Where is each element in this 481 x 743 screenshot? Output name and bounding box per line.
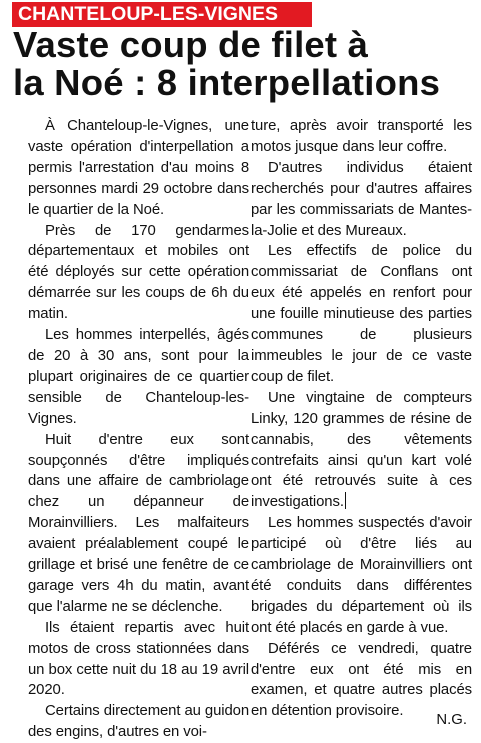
paragraph-text: Une vingtaine de compteurs Linky, 120 grammes de résine de cannabis, des vêtements contrefaits ainsi qu'un kart volé ont été retrouvés suite à ces investigations. — [251, 389, 472, 511]
author-signature: N.G. — [436, 712, 467, 728]
paragraph — [251, 388, 472, 513]
article-column-right — [251, 116, 472, 722]
paragraph: Les effectifs de police du commissariat de Conflans ont eux été appelés en renfort pour une fouille minutieuse des parties communes de plusieurs immeubles le jour de ce vaste coup de filet. — [251, 243, 472, 385]
paragraph: Huit d'entre eux sont soupçonnés d'être impliqués dans une affaire de cambriolage chez un dépanneur de Morainvilliers. Les malfaiteurs avaient préalablement coupé le grillage et brisé une fenêtre de ce garage vers 4h du matin, avant que l'alarme ne se déclenche. — [28, 431, 249, 615]
article-column-left — [28, 116, 249, 743]
text-cursor — [345, 492, 346, 509]
paragraph: Ils étaient repartis avec huit motos de cross stationnées dans un box cette nuit du 18 au 19 avril 2020. — [28, 619, 249, 699]
article-headline — [13, 26, 475, 101]
paragraph: Les hommes interpellés, âgés de 20 à 30 ans, sont pour la plupart originaires de ce quartier sensible de Chanteloup-les-Vignes. — [28, 327, 249, 427]
paragraph: Certains directement au guidon des engins, d'autres en voi- — [28, 703, 249, 741]
paragraph: D'autres individus étaient recherchés pour d'autres affaires par les commissariats de Mantes-la-Jolie et des Mureaux. — [251, 159, 472, 239]
headline-line-2: la Noé : 8 interpellations — [13, 61, 441, 103]
paragraph: Près de 170 gendarmes départementaux et mobiles ont été déployés sur cette opération démarrée sur les coups de 6h du matin. — [28, 222, 249, 323]
paragraph: Les hommes suspectés d'avoir participé où d'être liés au cambriolage de Morainvilliers ont été conduits dans différentes brigades du département où ils ont été placés en garde à vue. — [251, 515, 472, 636]
paragraph: À Chanteloup-le-Vignes, une vaste opération d'interpellation a permis l'arrestation d'au moins 8 personnes mardi 29 octobre dans le quartier de la Noé. — [28, 118, 249, 218]
headline-line-1: Vaste coup de filet à — [13, 24, 369, 65]
paragraph: Déférés ce vendredi, quatre d'entre eux ont été mis en examen, et quatre autres placés en détention provisoire. — [251, 640, 472, 720]
section-kicker: CHANTELOUP-LES-VIGNES — [12, 2, 312, 27]
paragraph-continuation: ture, après avoir transporté les motos jusque dans leur coffre. — [251, 118, 472, 155]
